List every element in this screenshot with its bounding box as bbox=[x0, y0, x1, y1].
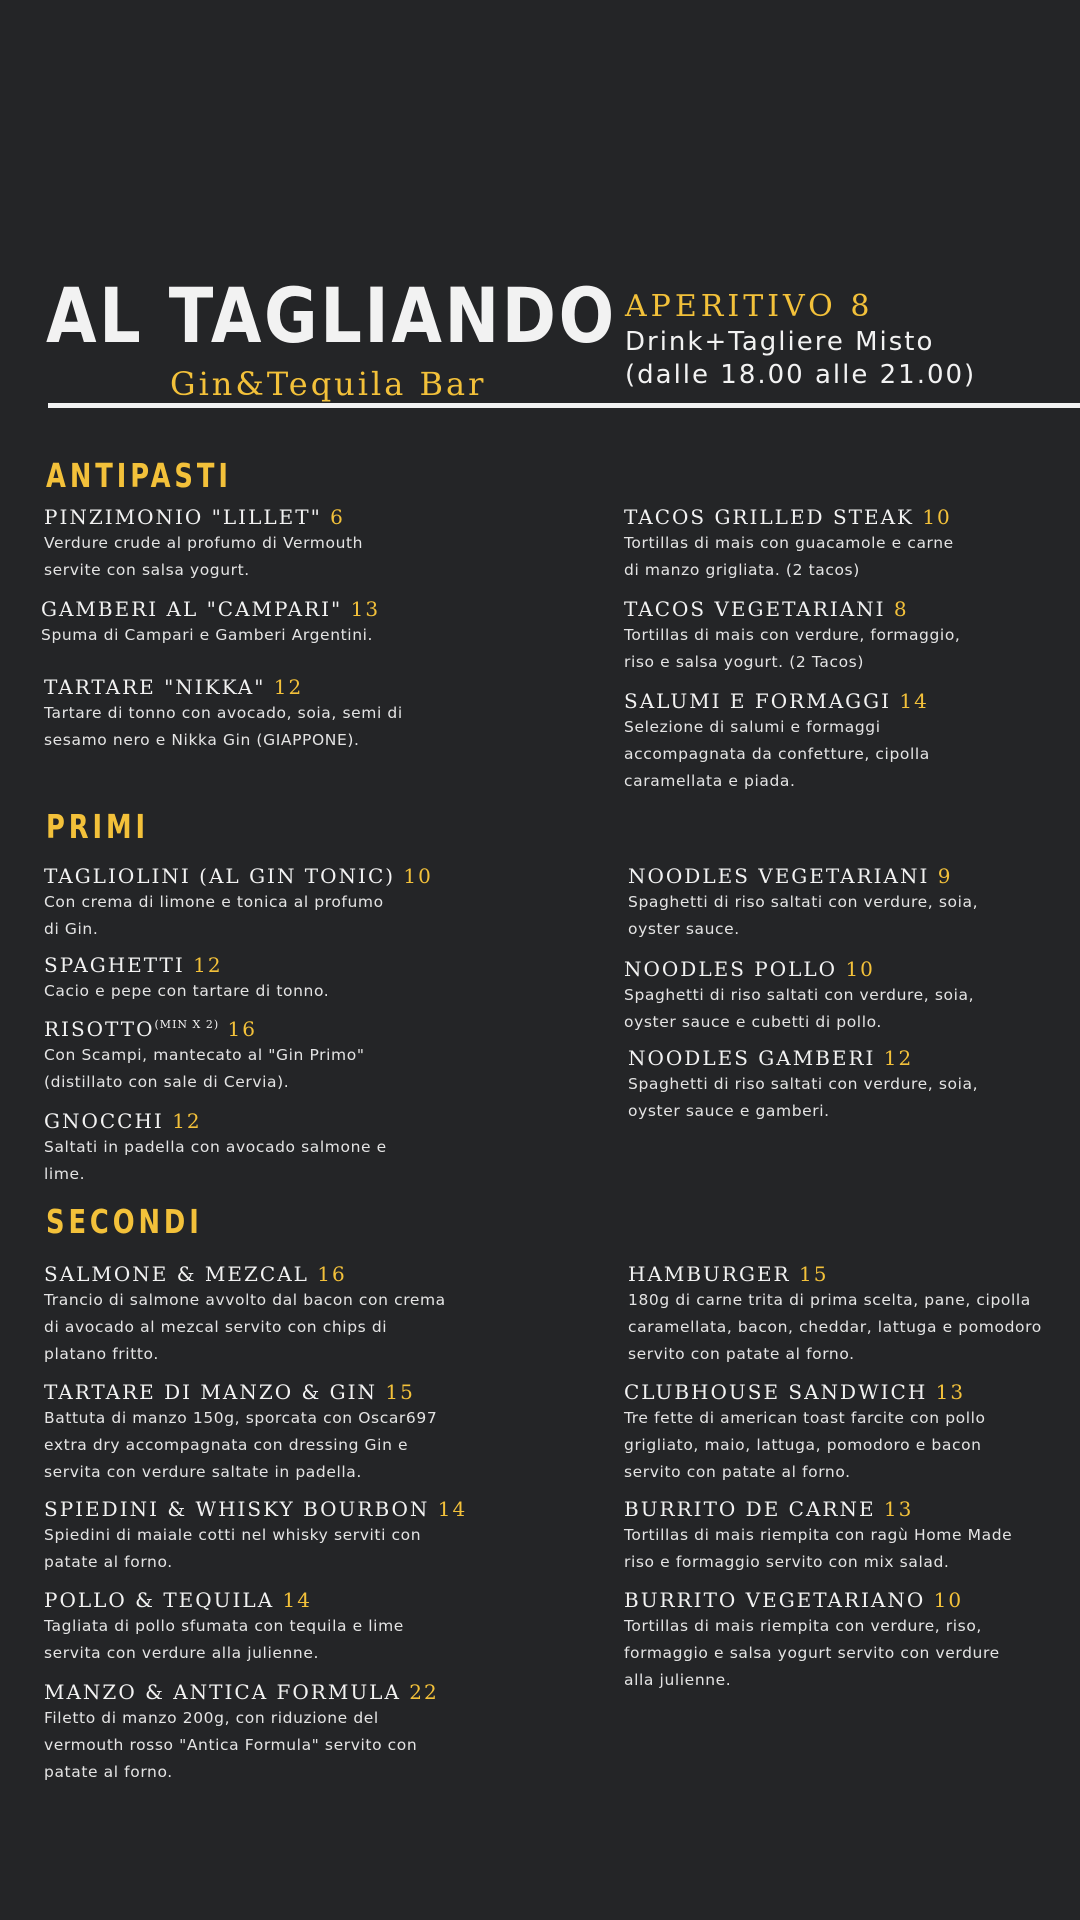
menu-item-price: 22 bbox=[409, 1680, 439, 1704]
menu-item bbox=[624, 689, 1064, 795]
menu-item-price: 15 bbox=[385, 1380, 415, 1404]
menu-item bbox=[624, 505, 1064, 584]
menu-item-price: 15 bbox=[798, 1262, 829, 1286]
menu-item bbox=[624, 597, 1064, 676]
menu-item-name: $RISOTTO^{(MIN X 2)}$ 16 bbox=[44, 1017, 257, 1041]
menu-item-name: PINZIMONIO "LILLET" 6 bbox=[44, 505, 345, 529]
menu-item bbox=[628, 1046, 1068, 1125]
menu-item-name: BURRITO VEGETARIANO 10 bbox=[624, 1588, 964, 1612]
menu-item-name: TAGLIOLINI (AL GIN TONIC) 10 bbox=[44, 864, 433, 888]
menu-item-price: 10 bbox=[403, 864, 433, 888]
header-divider bbox=[48, 403, 1080, 408]
menu-item-name: TACOS GRILLED STEAK 10 bbox=[624, 505, 952, 529]
menu-item-desc: Saltati in padella con avocado salmone e lime. bbox=[44, 1138, 387, 1183]
menu-item bbox=[44, 1680, 484, 1786]
menu-item-desc: Selezione di salumi e formaggi accompagnata da confetture, cipolla caramellata e piada. bbox=[624, 718, 930, 790]
menu-item-desc: Spaghetti di riso saltati con verdure, soia, oyster sauce e gamberi. bbox=[628, 1075, 979, 1120]
menu-item-name: GAMBERI AL "CAMPARI" 13 bbox=[41, 597, 381, 621]
menu-item-desc: Spiedini di maiale cotti nel whisky serviti con patate al forno. bbox=[44, 1526, 422, 1571]
menu-item-price: 9 bbox=[937, 864, 953, 888]
menu-item-price: 12 bbox=[193, 953, 223, 977]
menu-item bbox=[44, 1380, 484, 1486]
menu-item-desc: Cacio e pepe con tartare di tonno. bbox=[44, 982, 330, 1000]
menu-item-desc: Spaghetti di riso saltati con verdure, soia, oyster sauce. bbox=[628, 893, 979, 938]
section-title-primi: PRIMI bbox=[46, 807, 149, 846]
menu-item bbox=[624, 957, 1064, 1036]
menu-item bbox=[44, 1497, 484, 1576]
menu-item-desc: Spaghetti di riso saltati con verdure, soia, oyster sauce e cubetti di pollo. bbox=[624, 986, 975, 1031]
menu-item bbox=[44, 1588, 484, 1667]
menu-item bbox=[44, 1017, 484, 1096]
menu-item bbox=[44, 1109, 484, 1188]
menu-item-desc: Tagliata di pollo sfumata con tequila e lime servita con verdure alla julienne. bbox=[44, 1617, 404, 1662]
menu-item-name: HAMBURGER 15 bbox=[628, 1262, 829, 1286]
menu-item-price: 10 bbox=[922, 505, 952, 529]
menu-item-desc: Filetto di manzo 200g, con riduzione del vermouth rosso "Antica Formula" servito con patate al forno. bbox=[44, 1709, 418, 1781]
menu-item-desc: Con Scampi, mantecato al "Gin Primo" (distillato con sale di Cervia). bbox=[44, 1046, 365, 1091]
restaurant-name: AL TAGLIANDO bbox=[46, 271, 617, 360]
menu-item-name: GNOCCHI 12 bbox=[44, 1109, 202, 1133]
menu-item-note: (MIN X 2) bbox=[154, 1018, 220, 1031]
menu-item-name: CLUBHOUSE SANDWICH 13 bbox=[624, 1380, 966, 1404]
menu-item-price: 10 bbox=[845, 957, 875, 981]
menu-item-desc: Battuta di manzo 150g, sporcata con Oscar697 extra dry accompagnata con dressing Gin e servita con verdure saltate in padella. bbox=[44, 1409, 438, 1481]
aperitivo-title: APERITIVO 8 bbox=[625, 289, 874, 324]
menu-item bbox=[44, 675, 484, 754]
menu-item-name: TARTARE DI MANZO & GIN 15 bbox=[44, 1380, 415, 1404]
menu-item bbox=[44, 505, 484, 584]
menu-item-desc: Tortillas di mais riempita con verdure, riso, formaggio e salsa yogurt servito con verdure alla julienne. bbox=[624, 1617, 1000, 1689]
menu-item-price: 14 bbox=[437, 1497, 468, 1521]
menu-item-desc: Tartare di tonno con avocado, soia, semi di sesamo nero e Nikka Gin (GIAPPONE). bbox=[44, 704, 403, 749]
menu-item-price: 12 bbox=[883, 1046, 914, 1070]
menu-item-price: 16 bbox=[227, 1017, 257, 1041]
menu-item bbox=[624, 1588, 1064, 1694]
menu-item-name: TARTARE "NIKKA" 12 bbox=[44, 675, 304, 699]
menu-item-price: 13 bbox=[350, 597, 381, 621]
menu-item-price: 13 bbox=[883, 1497, 914, 1521]
menu-item-name: NOODLES GAMBERI 12 bbox=[628, 1046, 914, 1070]
menu-item-price: 12 bbox=[273, 675, 304, 699]
menu-item-price: 12 bbox=[172, 1109, 202, 1133]
menu-item-name: NOODLES VEGETARIANI 9 bbox=[628, 864, 953, 888]
menu-item-name: SALUMI E FORMAGGI 14 bbox=[624, 689, 929, 713]
menu-item bbox=[41, 597, 481, 649]
menu-item bbox=[624, 1497, 1064, 1576]
aperitivo-description: Drink+Tagliere Misto bbox=[625, 326, 935, 357]
menu-item-name: TACOS VEGETARIANI 8 bbox=[624, 597, 909, 621]
restaurant-tagline: Gin&Tequila Bar bbox=[170, 365, 487, 403]
menu-item-name: MANZO & ANTICA FORMULA 22 bbox=[44, 1680, 439, 1704]
section-title-secondi: SECONDI bbox=[46, 1202, 203, 1241]
menu-item-desc: Trancio di salmone avvolto dal bacon con crema di avocado al mezcal servito con chips di platano fritto. bbox=[44, 1291, 446, 1363]
menu-item-desc: Spuma di Campari e Gamberi Argentini. bbox=[41, 626, 374, 644]
menu-item-name: SALMONE & MEZCAL 16 bbox=[44, 1262, 347, 1286]
menu-item-name: POLLO & TEQUILA 14 bbox=[44, 1588, 312, 1612]
menu-item-desc: Verdure crude al profumo di Vermouth servite con salsa yogurt. bbox=[44, 534, 364, 579]
menu-item-name: NOODLES POLLO 10 bbox=[624, 957, 875, 981]
menu-item bbox=[44, 1262, 484, 1368]
menu-item-name: SPIEDINI & WHISKY BOURBON 14 bbox=[44, 1497, 468, 1521]
menu-item bbox=[44, 864, 484, 943]
menu-item-price: 14 bbox=[899, 689, 929, 713]
menu-item-name: SPAGHETTI 12 bbox=[44, 953, 223, 977]
section-title-antipasti: ANTIPASTI bbox=[46, 456, 232, 495]
menu-item-price: 10 bbox=[933, 1588, 964, 1612]
menu-item-price: 14 bbox=[282, 1588, 312, 1612]
menu-item-price: 16 bbox=[317, 1262, 347, 1286]
menu-item-desc: 180g di carne trita di prima scelta, pane, cipolla caramellata, bacon, cheddar, lattuga e pomodoro servito con patate al forno. bbox=[628, 1291, 1042, 1363]
aperitivo-hours: (dalle 18.00 alle 21.00) bbox=[625, 360, 977, 391]
menu-item bbox=[628, 864, 1068, 943]
aperitivo-offer bbox=[625, 288, 976, 393]
menu-item-desc: Tortillas di mais con guacamole e carne di manzo grigliata. (2 tacos) bbox=[624, 534, 954, 579]
menu-item-desc: Tortillas di mais riempita con ragù Home Made riso e formaggio servito con mix salad. bbox=[624, 1526, 1013, 1571]
menu-item bbox=[624, 1380, 1064, 1486]
menu-item-desc: Tortillas di mais con verdure, formaggio, riso e salsa yogurt. (2 Tacos) bbox=[624, 626, 961, 671]
menu-item-desc: Con crema di limone e tonica al profumo di Gin. bbox=[44, 893, 384, 938]
menu-item-desc: Tre fette di american toast farcite con pollo grigliato, maio, lattuga, pomodoro e bacon servito con patate al forno. bbox=[624, 1409, 986, 1481]
menu-item-price: 8 bbox=[893, 597, 909, 621]
menu-item bbox=[44, 953, 484, 1005]
menu-item-price: 6 bbox=[330, 505, 345, 529]
menu-item bbox=[628, 1262, 1068, 1368]
menu-item-price: 13 bbox=[935, 1380, 966, 1404]
menu-item-name: BURRITO DE CARNE 13 bbox=[624, 1497, 914, 1521]
